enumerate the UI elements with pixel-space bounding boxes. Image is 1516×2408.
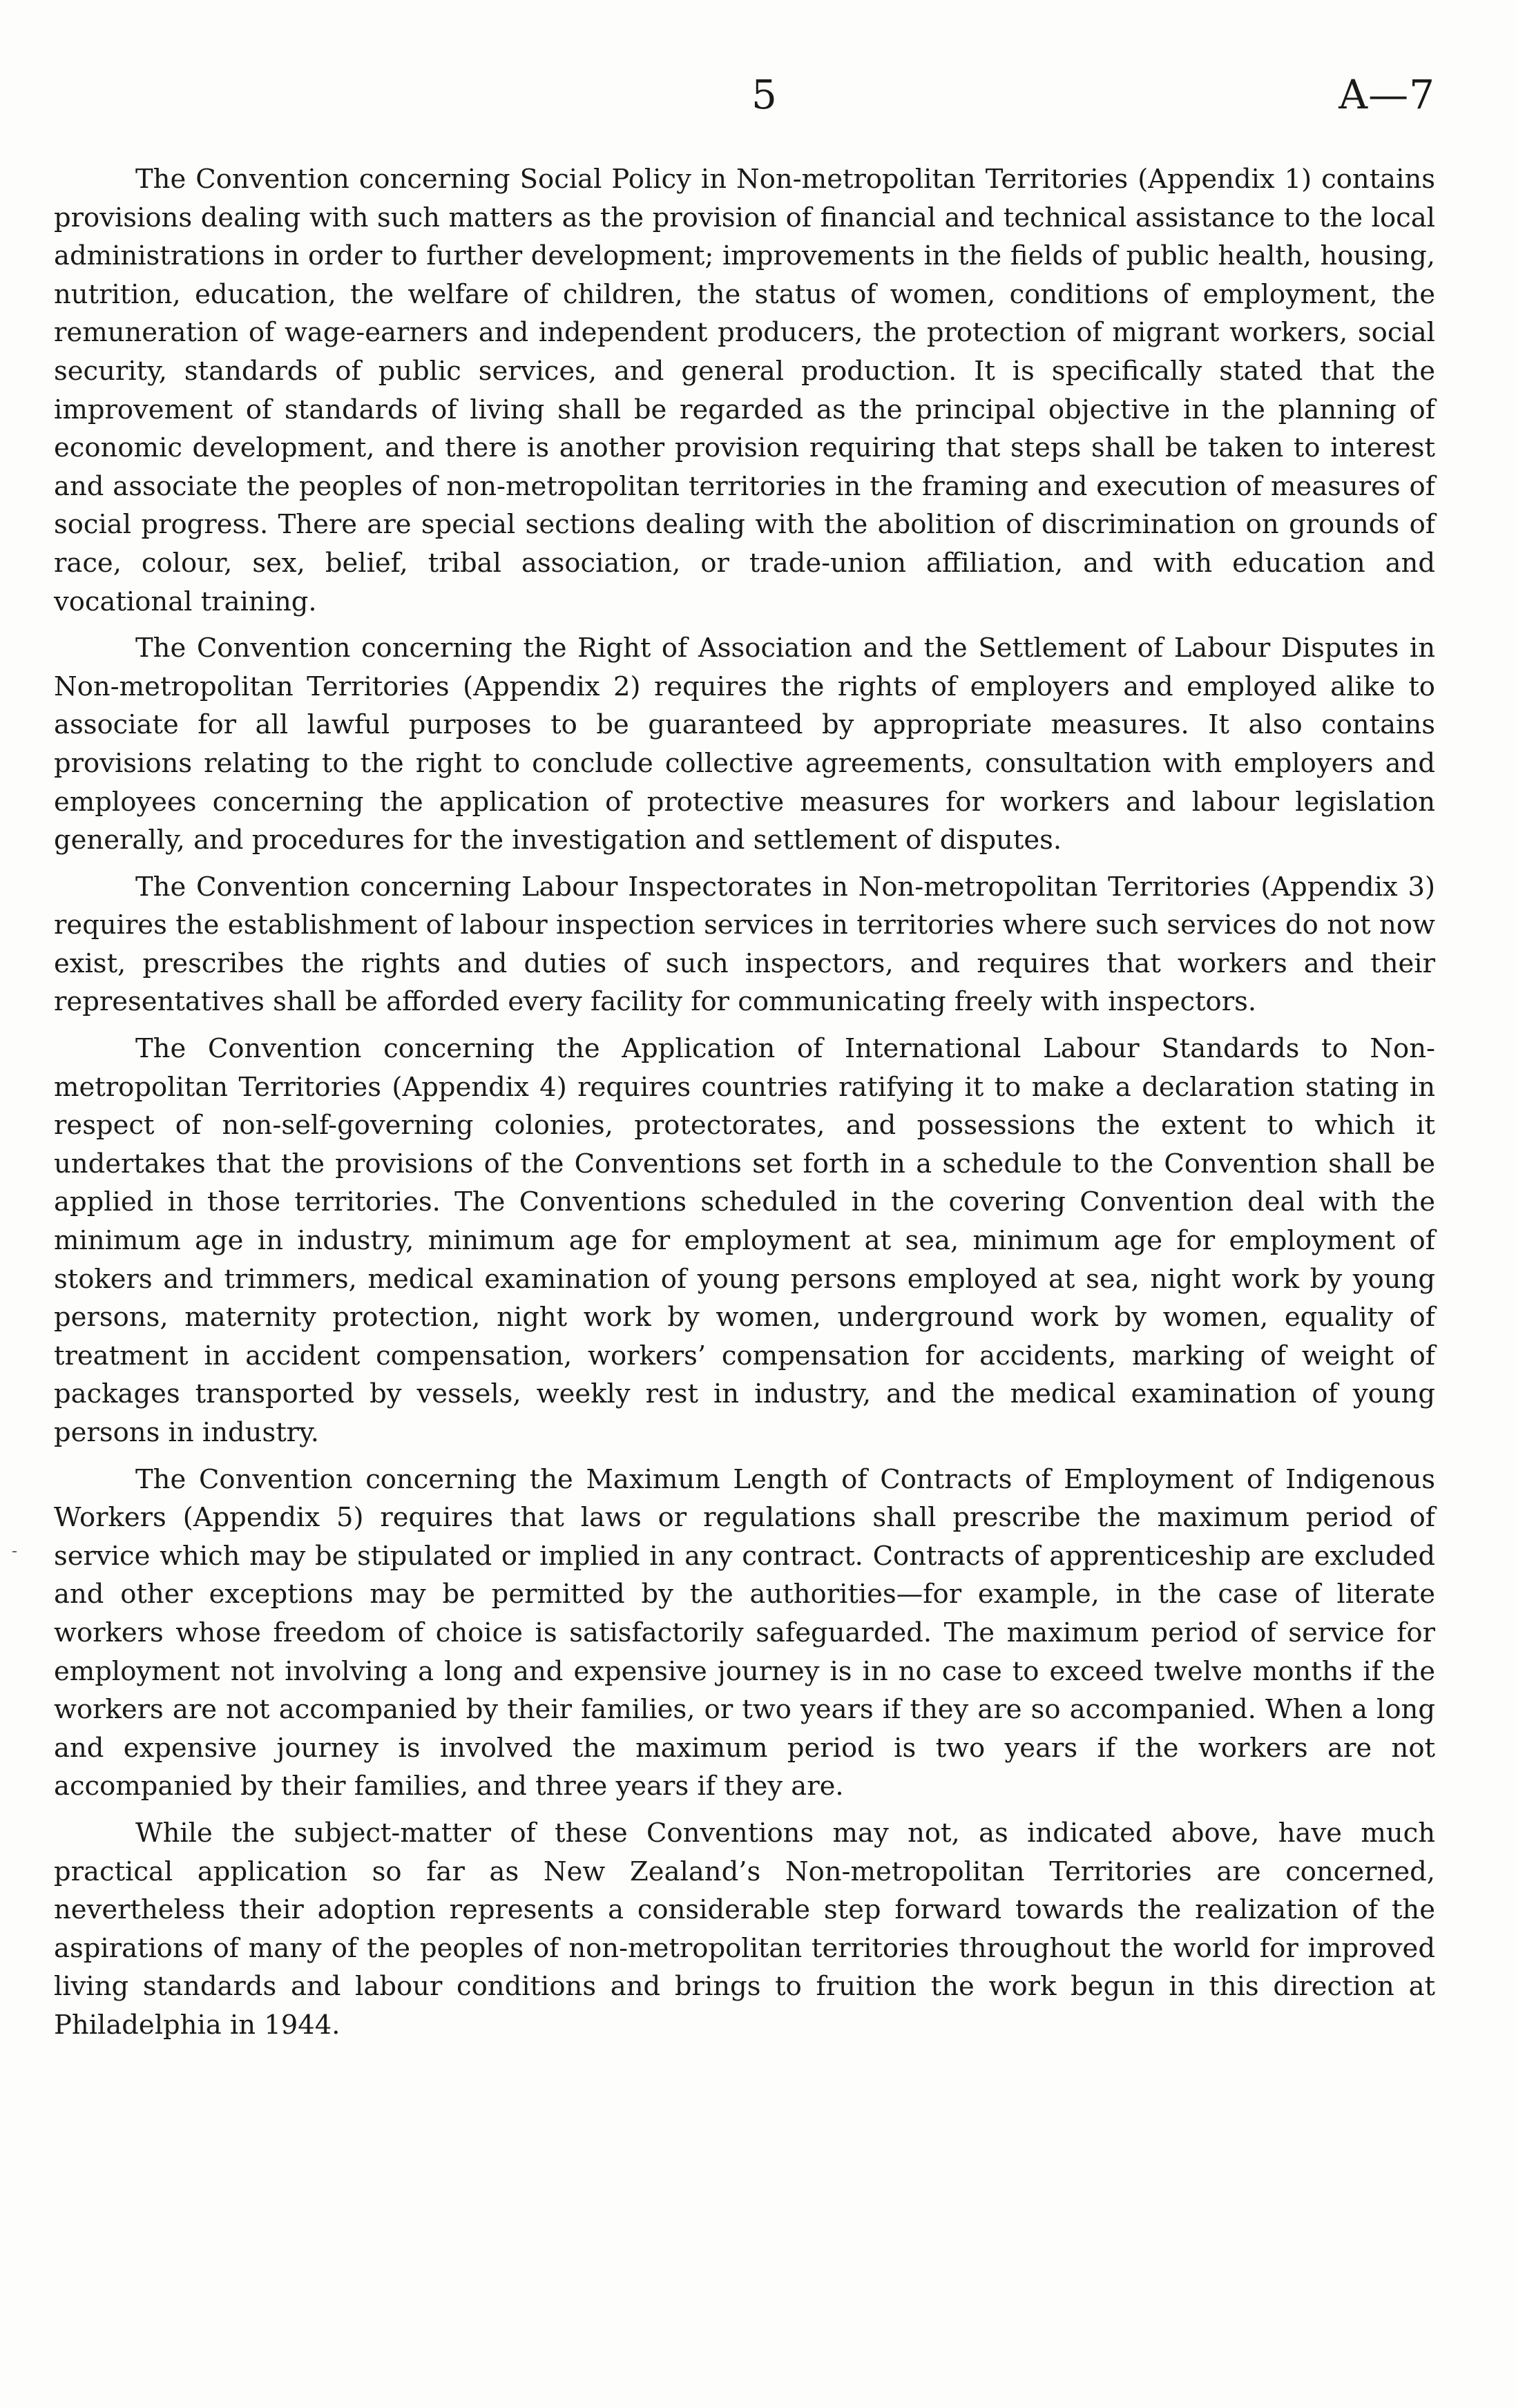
page-header [54,64,1435,126]
margin-mark [12,1551,17,1552]
paragraph-right-of-association: The Convention concerning the Right of Association and the Settlement of Labour Disputes in Non-metropolitan Territories (Appendix 2) requires the rights of employers and employed alike to associate for all lawful purposes to be guaranteed by appropriate measures. It also contains provisions relating to the right to conclude collective agreements, consultation with employers and employees concerning the application of protective measures for workers and labour legislation generally, and procedures for the investigation and settlement of disputes. [54,633,1435,856]
paragraph-social-policy: The Convention concerning Social Policy in Non-metropolitan Territories (Appendix 1) contains provisions dealing with such matters as the provision of financial and technical assistance to the local administrations in order to further development; improvements in the fields of public health, housing, nutrition, education, the welfare of children, the status of women, conditions of employment, the remuneration of wage-earners and independent producers, the protection of migrant workers, social security, standards of public services, and general production. It is specifically stated that the improvement of standards of living shall be regarded as the principal objective in the planning of economic development, and there is another provision requiring that steps shall be taken to interest and associate the peoples of non-metropolitan territories in the framing and execution of measures of social progress. There are special sections dealing with the abolition of discrimination on grounds of race, colour, sex, belief, tribal association, or trade-union affiliation, and with education and vocational training. [54,164,1435,617]
paragraph-contracts-maximum-length: The Convention concerning the Maximum Length of Contracts of Employment of Indigenous Workers (Appendix 5) requires that laws or regulations shall prescribe the maximum period of service which may be stipulated or implied in any contract. Contracts of apprenticeship are excluded and other exceptions may be permitted by the authorities—for example, in the case of literate workers whose freedom of choice is satisfactorily safeguarded. The maximum period of service for employment not involving a long and expensive journey is in no case to exceed twelve months if the workers are not accompanied by their families, or two years if they are so accompanied. When a long and expensive journey is involved the maximum period is two years if the workers are not accompanied by their families, and three years if they are. [54,1463,1435,1802]
document-reference: A—7 [1339,71,1435,118]
paragraph-conclusion: While the subject-matter of these Conventions may not, as indicated above, have much practical application so far as New Zealand’s Non-metropolitan Territories are concerned, nevertheless their adoption represents a considerable step forward towards the realization of the aspirations of many of the peoples of non-metropolitan territories throughout the world for improved living standards and labour conditions and brings to fruition the work begun in this direction at Philadelphia in 1944. [54,1817,1435,2041]
page-number: 5 [751,71,777,118]
paragraph-labour-inspectorates: The Convention concerning Labour Inspectorates in Non-metropolitan Territories (Appendix 3) requires the establishment of labour inspection services in territories where such services do not now exist, prescribes the rights and duties of such inspectors, and requires that workers and their representatives shall be afforded every facility for communicating freely with inspectors. [54,871,1435,1018]
paragraph-labour-standards-application: The Convention concerning the Application of International Labour Standards to Non-metropolitan Territories (Appendix 4) requires countries ratifying it to make a declaration stating in respect of non-self-governing colonies, protectorates, and possessions the extent to which it undertakes that the provisions of the Conventions set forth in a schedule to the Convention shall be applied in those territories. The Conventions scheduled in the covering Convention deal with the minimum age in industry, minimum age for employment at sea, minimum age for employment of stokers and trimmers, medical examination of young persons employed at sea, night work by young persons, maternity protection, night work by women, underground work by women, equality of treatment in accident compensation, workers’ compensation for accidents, marking of weight of packages transported by vessels, weekly rest in industry, and the medical examination of young persons in industry. [54,1033,1435,1448]
body-text [54,160,1435,2045]
